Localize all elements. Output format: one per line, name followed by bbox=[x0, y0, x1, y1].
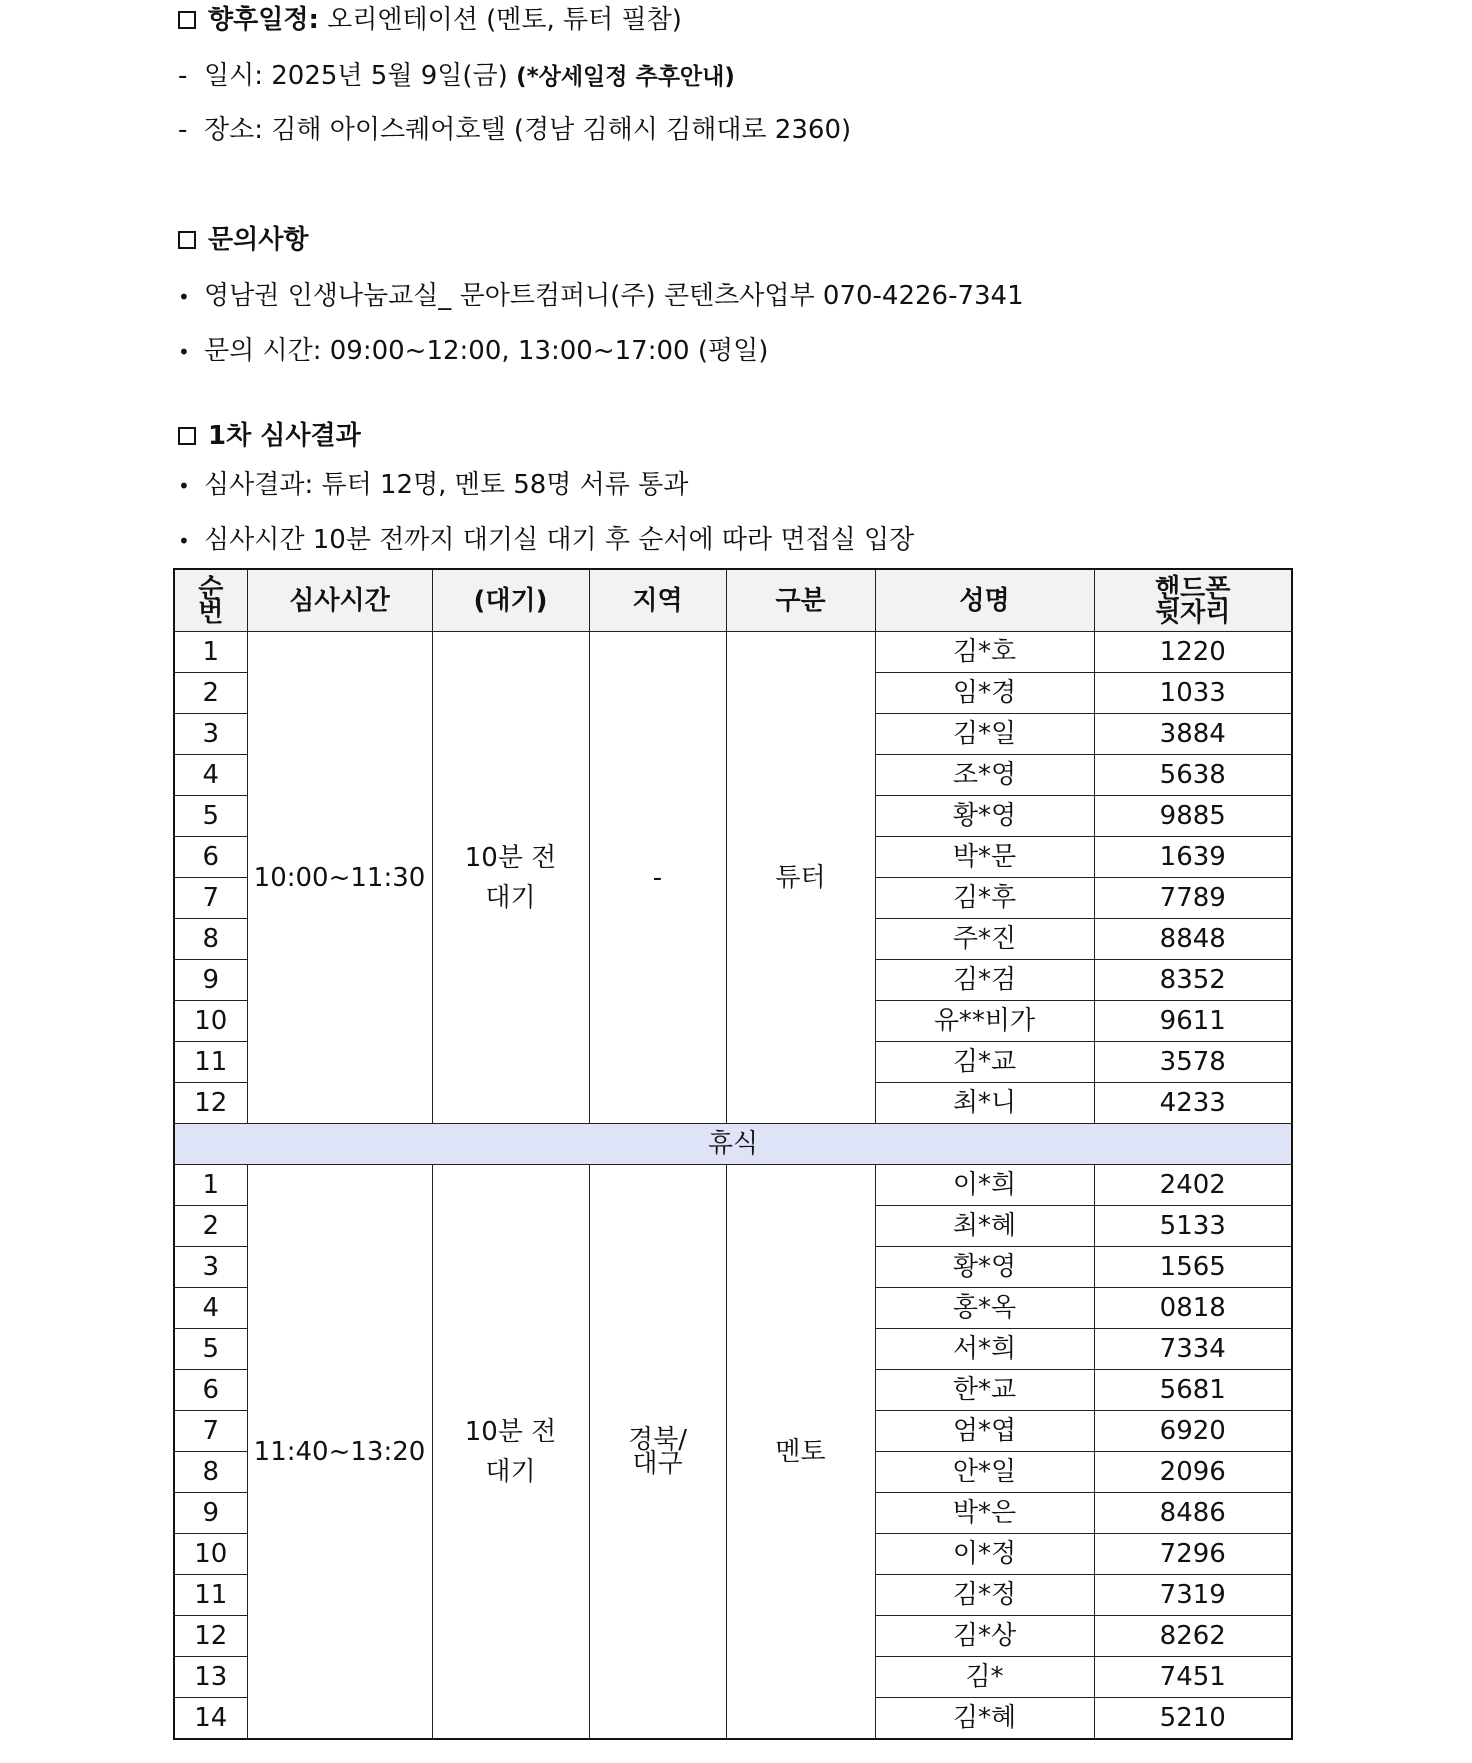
phone-last-digits: 7789 bbox=[1094, 878, 1292, 919]
applicant-name: 황*영 bbox=[875, 1247, 1094, 1288]
applicant-name: 김*정 bbox=[875, 1575, 1094, 1616]
schedule-heading-label: 향후일정: bbox=[208, 5, 319, 35]
row-number: 8 bbox=[174, 919, 247, 960]
phone-last-digits: 3578 bbox=[1094, 1042, 1292, 1083]
phone-last-digits: 8848 bbox=[1094, 919, 1292, 960]
applicant-name: 김*호 bbox=[875, 632, 1094, 673]
row-number: 2 bbox=[174, 673, 247, 714]
applicant-name: 이*정 bbox=[875, 1534, 1094, 1575]
session-time: 10:00~11:30 bbox=[247, 632, 432, 1124]
applicant-name: 유**비가 bbox=[875, 1001, 1094, 1042]
applicant-name: 김*교 bbox=[875, 1042, 1094, 1083]
phone-last-digits: 5133 bbox=[1094, 1206, 1292, 1247]
phone-last-digits: 6920 bbox=[1094, 1411, 1292, 1452]
applicant-name: 김*상 bbox=[875, 1616, 1094, 1657]
row-number: 5 bbox=[174, 1329, 247, 1370]
wait-note: 10분 전 대기 bbox=[432, 1165, 589, 1740]
inquiry-heading-text: 문의사항 bbox=[208, 225, 309, 255]
applicant-name: 임*경 bbox=[875, 673, 1094, 714]
results-heading-text: 1차 심사결과 bbox=[208, 421, 361, 451]
table-body bbox=[174, 632, 1292, 1740]
phone-last-digits: 1033 bbox=[1094, 673, 1292, 714]
table-row bbox=[174, 632, 1292, 673]
results-heading bbox=[178, 418, 361, 454]
wait-note: 10분 전 대기 bbox=[432, 632, 589, 1124]
applicant-name: 김*검 bbox=[875, 960, 1094, 1001]
inquiry-item bbox=[178, 278, 1024, 315]
phone-last-digits: 9885 bbox=[1094, 796, 1292, 837]
phone-last-digits: 5638 bbox=[1094, 755, 1292, 796]
table-row bbox=[174, 1165, 1292, 1206]
phone-last-digits: 5210 bbox=[1094, 1698, 1292, 1740]
header-name: 성명 bbox=[875, 569, 1094, 632]
inquiry-heading bbox=[178, 222, 308, 258]
row-number: 6 bbox=[174, 1370, 247, 1411]
results-table bbox=[173, 568, 1293, 1740]
session-time: 11:40~13:20 bbox=[247, 1165, 432, 1740]
phone-last-digits: 1565 bbox=[1094, 1247, 1292, 1288]
schedule-place-line bbox=[178, 112, 851, 148]
bullet-icon: • bbox=[178, 285, 190, 309]
header-region: 지역 bbox=[589, 569, 726, 632]
dash-marker: - bbox=[178, 115, 188, 145]
applicant-name: 박*은 bbox=[875, 1493, 1094, 1534]
row-number: 7 bbox=[174, 1411, 247, 1452]
row-number: 10 bbox=[174, 1001, 247, 1042]
applicant-type: 멘토 bbox=[726, 1165, 875, 1740]
schedule-heading bbox=[178, 2, 682, 38]
applicant-name: 김*일 bbox=[875, 714, 1094, 755]
row-number: 12 bbox=[174, 1083, 247, 1124]
applicant-name: 서*희 bbox=[875, 1329, 1094, 1370]
header-time: 심사시간 bbox=[247, 569, 432, 632]
row-number: 5 bbox=[174, 796, 247, 837]
results-instruction: 심사시간 10분 전까지 대기실 대기 후 순서에 따라 면접실 입장 bbox=[204, 525, 915, 555]
phone-last-digits: 7296 bbox=[1094, 1534, 1292, 1575]
row-number: 1 bbox=[174, 1165, 247, 1206]
phone-last-digits: 2096 bbox=[1094, 1452, 1292, 1493]
table-header-row bbox=[174, 569, 1292, 632]
applicant-name: 안*일 bbox=[875, 1452, 1094, 1493]
schedule-date: 일시: 2025년 5월 9일(금) bbox=[204, 61, 508, 91]
row-number: 3 bbox=[174, 1247, 247, 1288]
applicant-name: 김*혜 bbox=[875, 1698, 1094, 1740]
row-number: 11 bbox=[174, 1575, 247, 1616]
applicant-type: 튜터 bbox=[726, 632, 875, 1124]
row-number: 10 bbox=[174, 1534, 247, 1575]
header-type: 구분 bbox=[726, 569, 875, 632]
row-number: 9 bbox=[174, 960, 247, 1001]
inquiry-item bbox=[178, 333, 768, 370]
schedule-heading-text: 오리엔테이션 (멘토, 튜터 필참) bbox=[327, 5, 682, 35]
row-number: 9 bbox=[174, 1493, 247, 1534]
results-item bbox=[178, 522, 914, 559]
applicant-name: 조*영 bbox=[875, 755, 1094, 796]
row-number: 7 bbox=[174, 878, 247, 919]
applicant-name: 한*교 bbox=[875, 1370, 1094, 1411]
header-no: 순 번 bbox=[174, 569, 247, 632]
applicant-name: 엄*엽 bbox=[875, 1411, 1094, 1452]
phone-last-digits: 8352 bbox=[1094, 960, 1292, 1001]
applicant-name: 주*진 bbox=[875, 919, 1094, 960]
bullet-icon: • bbox=[178, 529, 190, 553]
row-number: 6 bbox=[174, 837, 247, 878]
region: - bbox=[589, 632, 726, 1124]
phone-last-digits: 9611 bbox=[1094, 1001, 1292, 1042]
phone-last-digits: 1220 bbox=[1094, 632, 1292, 673]
inquiry-hours: 문의 시간: 09:00~12:00, 13:00~17:00 (평일) bbox=[204, 336, 769, 366]
row-number: 14 bbox=[174, 1698, 247, 1740]
applicant-name: 황*영 bbox=[875, 796, 1094, 837]
applicant-name: 김*후 bbox=[875, 878, 1094, 919]
phone-last-digits: 5681 bbox=[1094, 1370, 1292, 1411]
row-number: 1 bbox=[174, 632, 247, 673]
phone-last-digits: 3884 bbox=[1094, 714, 1292, 755]
schedule-date-line bbox=[178, 58, 735, 95]
phone-last-digits: 2402 bbox=[1094, 1165, 1292, 1206]
applicant-name: 박*문 bbox=[875, 837, 1094, 878]
row-number: 12 bbox=[174, 1616, 247, 1657]
header-wait: (대기) bbox=[432, 569, 589, 632]
checkbox-square-icon bbox=[178, 231, 196, 249]
checkbox-square-icon bbox=[178, 11, 196, 29]
results-item bbox=[178, 467, 688, 504]
phone-last-digits: 7319 bbox=[1094, 1575, 1292, 1616]
phone-last-digits: 8486 bbox=[1094, 1493, 1292, 1534]
phone-last-digits: 1639 bbox=[1094, 837, 1292, 878]
row-number: 3 bbox=[174, 714, 247, 755]
phone-last-digits: 4233 bbox=[1094, 1083, 1292, 1124]
results-summary: 심사결과: 튜터 12명, 멘토 58명 서류 통과 bbox=[204, 470, 689, 500]
phone-last-digits: 0818 bbox=[1094, 1288, 1292, 1329]
dash-marker: - bbox=[178, 61, 188, 91]
schedule-date-note: (*상세일정 추후안내) bbox=[516, 64, 735, 90]
inquiry-contact: 영남권 인생나눔교실_ 문아트컴퍼니(주) 콘텐츠사업부 070-4226-7341 bbox=[204, 281, 1024, 311]
row-number: 2 bbox=[174, 1206, 247, 1247]
applicant-name: 이*희 bbox=[875, 1165, 1094, 1206]
row-number: 13 bbox=[174, 1657, 247, 1698]
applicant-name: 최*혜 bbox=[875, 1206, 1094, 1247]
phone-last-digits: 7334 bbox=[1094, 1329, 1292, 1370]
row-number: 11 bbox=[174, 1042, 247, 1083]
row-number: 4 bbox=[174, 1288, 247, 1329]
row-number: 4 bbox=[174, 755, 247, 796]
header-phone: 핸드폰 뒷자리 bbox=[1094, 569, 1292, 632]
applicant-name: 홍*옥 bbox=[875, 1288, 1094, 1329]
break-row bbox=[174, 1124, 1292, 1165]
bullet-icon: • bbox=[178, 340, 190, 364]
schedule-place: 장소: 김해 아이스퀘어호텔 (경남 김해시 김해대로 2360) bbox=[204, 115, 852, 145]
applicant-name: 김* bbox=[875, 1657, 1094, 1698]
break-label: 휴식 bbox=[174, 1124, 1292, 1165]
applicant-name: 최*니 bbox=[875, 1083, 1094, 1124]
region: 경북/ 대구 bbox=[589, 1165, 726, 1740]
bullet-icon: • bbox=[178, 474, 190, 498]
phone-last-digits: 8262 bbox=[1094, 1616, 1292, 1657]
row-number: 8 bbox=[174, 1452, 247, 1493]
checkbox-square-icon bbox=[178, 427, 196, 445]
phone-last-digits: 7451 bbox=[1094, 1657, 1292, 1698]
